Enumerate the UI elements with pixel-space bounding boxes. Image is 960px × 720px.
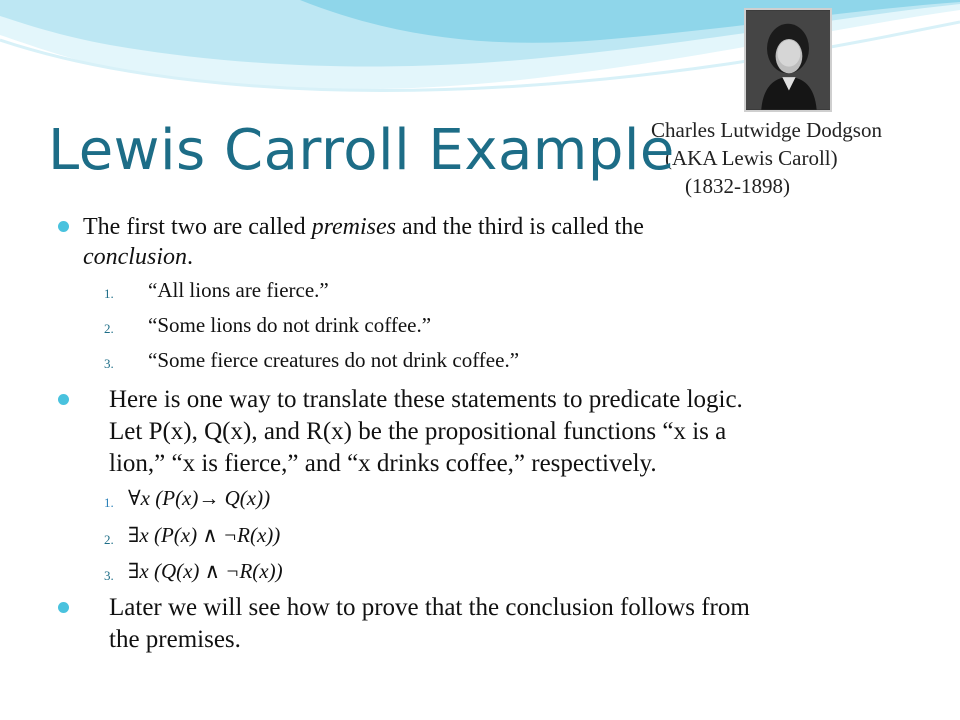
text-line: Later we will see how to prove that the conclusion follows from	[109, 594, 750, 621]
bullet-later	[58, 592, 938, 656]
bullet-dot	[58, 394, 69, 405]
caption-name: Charles Lutwidge Dodgson	[651, 118, 882, 142]
text-line: Let P(x), Q(x), and R(x) be the propositional functions “x is a	[109, 418, 727, 445]
conclusion-term: conclusion	[83, 244, 187, 270]
bullet-translation	[58, 384, 938, 480]
list-number: 2.	[104, 321, 114, 336]
caption-alias: (AKA Lewis Caroll)	[665, 146, 838, 170]
slide-title: Lewis Carroll Example	[48, 118, 675, 183]
text-run: The first two are called	[83, 214, 312, 240]
text-line: lion,” “x is fierce,” and “x drinks coffee,” respectively.	[109, 450, 657, 477]
formula-3: ∃x (Q(x) ∧ ¬R(x))	[128, 559, 283, 583]
list-number: 2.	[104, 532, 114, 547]
list-number: 3.	[104, 356, 114, 371]
bullet-premises	[58, 212, 858, 272]
premise-1: “All lions are fierce.”	[148, 278, 329, 302]
bullet-dot	[58, 602, 69, 613]
premise-2: “Some lions do not drink coffee.”	[148, 313, 432, 337]
conclusion-statement: “Some fierce creatures do not drink coffee.”	[148, 348, 520, 372]
list-number: 3.	[104, 568, 114, 583]
bullet-dot	[58, 221, 69, 232]
portrait-caption	[645, 116, 935, 200]
formula-2: ∃x (P(x) ∧ ¬R(x))	[128, 523, 281, 547]
bullet-text	[109, 384, 743, 480]
portrait-image	[746, 10, 830, 110]
text-run: .	[186, 244, 193, 270]
bullet-text	[109, 592, 750, 656]
bullet-text	[83, 212, 644, 272]
list-number: 1.	[104, 286, 114, 301]
portrait-photo	[744, 8, 832, 112]
premises-term: premises	[311, 214, 396, 240]
text-line: Here is one way to translate these statements to predicate logic.	[109, 386, 743, 413]
text-line: the premises.	[109, 626, 241, 653]
list-number: 1.	[104, 495, 114, 510]
formula-1: ∀x (P(x)→ Q(x))	[128, 486, 271, 510]
text-run: and the third is called the	[396, 214, 644, 240]
caption-years: (1832-1898)	[685, 174, 790, 198]
